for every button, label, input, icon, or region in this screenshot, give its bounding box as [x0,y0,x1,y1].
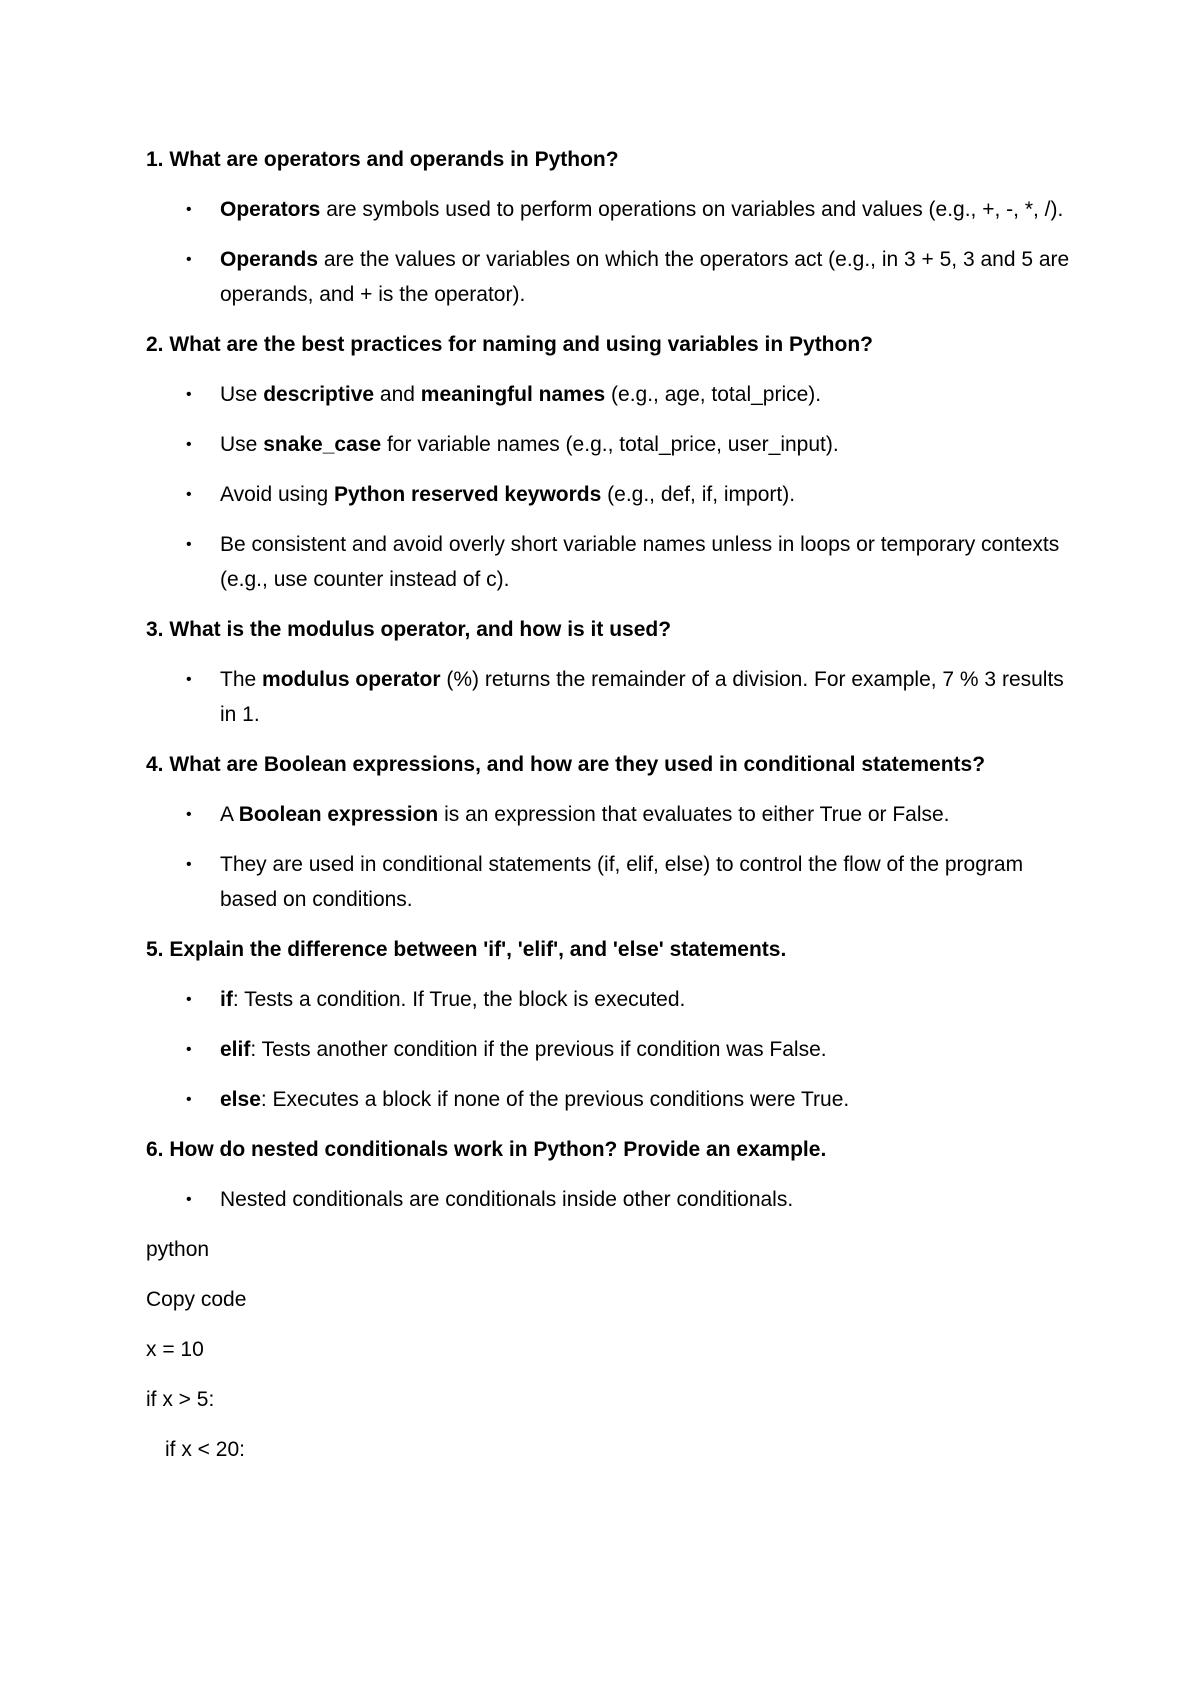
bold-term: modulus operator [262,668,441,691]
body-text: Use [220,383,264,406]
answer-list-2 [146,377,1076,597]
body-text: and [374,383,421,406]
bullet-icon: • [186,1191,192,1208]
document-body [146,142,1076,1482]
body-text: : Executes a block if none of the previous conditions were True. [260,1088,850,1111]
bold-term: descriptive [263,383,375,406]
question-heading-6: 6. How do nested conditionals work in Python? Provide an example. [146,1138,827,1161]
body-text: (e.g., age, total_price). [605,383,822,406]
body-text: Avoid using [220,483,335,506]
question-heading-2: 2. What are the best practices for naming and using variables in Python? [146,333,873,356]
list-item [146,1082,1076,1117]
bullet-icon: • [186,1041,192,1058]
list-item [146,477,1076,512]
question-heading-1: 1. What are operators and operands in Python? [146,148,619,171]
list-item [146,427,1076,462]
bold-term: elif [220,1038,251,1061]
bullet-icon: • [186,436,192,453]
list-item [146,797,1076,832]
body-text: They are used in conditional statements (if, elif, else) to control the flow of the program based on conditions. [220,853,1024,911]
bold-term: if [220,988,233,1011]
code-line: if x < 20: [165,1438,245,1461]
body-text: are the values or variables on which the operators act (e.g., in 3 + 5, 3 and 5 are operands, and + is the operator). [220,248,1070,306]
bold-term: Python reserved keywords [334,483,602,506]
list-item [146,192,1076,227]
bold-term: snake_case [263,433,382,456]
list-item [146,982,1076,1017]
body-text: Nested conditionals are conditionals inside other conditionals. [220,1188,794,1211]
question-heading-3: 3. What is the modulus operator, and how is it used? [146,618,672,641]
list-item [146,1182,1076,1217]
body-text: are symbols used to perform operations on variables and values (e.g., +, -, *, /). [320,198,1064,221]
answer-list-6 [146,1182,1076,1217]
body-text: (%) returns the remainder of a division. For example, 7 % 3 results in 1. [220,668,1064,726]
body-text: Be consistent and avoid overly short variable names unless in loops or temporary contexts (e.g., use counter instead of c). [220,533,1060,591]
question-heading-5: 5. Explain the difference between 'if', 'elif', and 'else' statements. [146,938,787,961]
list-item [146,1032,1076,1067]
body-text: : Tests a condition. If True, the block is executed. [232,988,686,1011]
bullet-icon: • [186,806,192,823]
code-language-label: python [146,1238,210,1261]
body-text: Use [220,433,264,456]
bullet-icon: • [186,536,192,553]
answer-list-4 [146,797,1076,917]
bullet-icon: • [186,251,192,268]
list-item [146,847,1076,917]
body-text: (e.g., def, if, import). [601,483,796,506]
bold-term: Operators [220,198,321,221]
body-text: for variable names (e.g., total_price, user_input). [381,433,839,456]
bullet-icon: • [186,486,192,503]
bullet-icon: • [186,201,192,218]
body-text: : Tests another condition if the previous if condition was False. [250,1038,827,1061]
answer-list-3 [146,662,1076,732]
bold-term: Operands [220,248,319,271]
bullet-icon: • [186,386,192,403]
bold-term: else [220,1088,261,1111]
copy-code-label: Copy code [146,1288,247,1311]
bullet-icon: • [186,991,192,1008]
bold-term: Boolean expression [238,803,439,826]
answer-list-1 [146,192,1076,312]
bullet-icon: • [186,856,192,873]
code-line: x = 10 [146,1338,204,1361]
code-line: if x > 5: [146,1388,215,1411]
bullet-icon: • [186,1091,192,1108]
body-text: A [220,803,239,826]
list-item [146,662,1076,732]
list-item [146,527,1076,597]
body-text: The [220,668,263,691]
list-item [146,242,1076,312]
bold-term: meaningful names [420,383,606,406]
list-item [146,377,1076,412]
body-text: is an expression that evaluates to either True or False. [438,803,950,826]
answer-list-5 [146,982,1076,1117]
question-heading-4: 4. What are Boolean expressions, and how are they used in conditional statements? [146,753,986,776]
bullet-icon: • [186,671,192,688]
